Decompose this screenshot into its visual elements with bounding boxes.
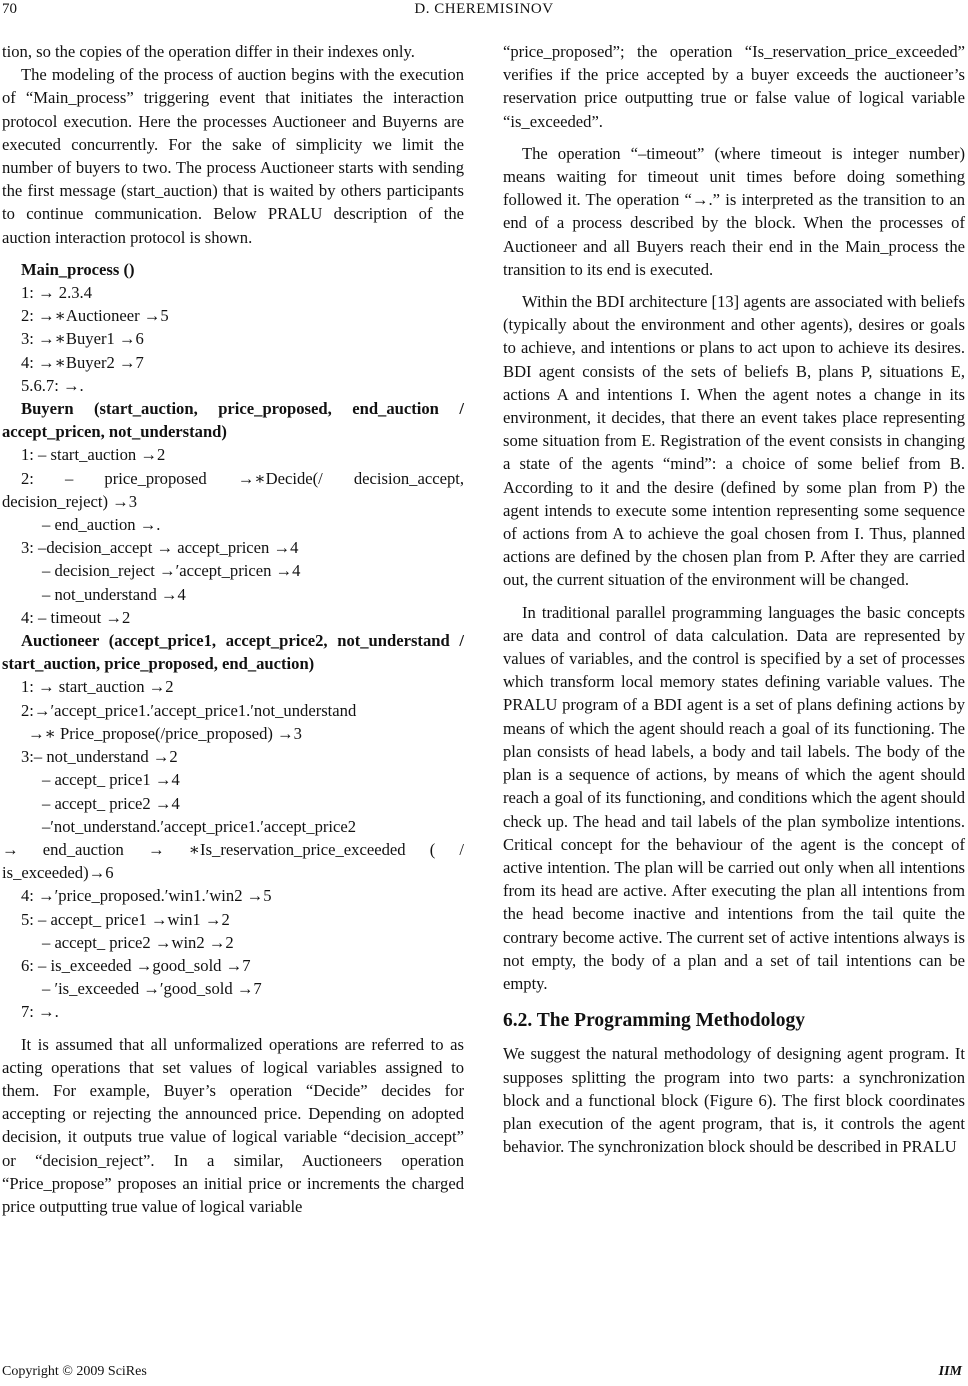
code-line: Auctioneer (accept_price1, accept_price2, not_understand / start_auction, price_proposed, end_auction) (2, 631, 464, 674)
paragraph: The operation “–timeout” (where timeout is integer number) means waiting for timeout unit times before doing something followed it. The operation “→.” is interpreted as the transition to an end of a process described by the block. When the processes of Auctioneer and all Buyers reach their end in the Main_process the transition to its end is executed. (503, 143, 965, 279)
code-line: →∗ Price_propose(/price_proposed) →3 (28, 723, 302, 743)
code-line: 1: → start_auction →2 (21, 677, 174, 697)
page-number: 70 (2, 1, 17, 17)
code-line: 1: → 2.3.4 (21, 283, 92, 303)
paragraph: tion, so the copies of the operation differ in their indexes only. (2, 42, 415, 61)
paragraph: The modeling of the process of auction begins with the execution of “Main_process” triggering event that initiates the interaction protocol execution. Here the processes Auctioneer and Buyerns are executed concurrently. For the sake of simplicity we limit the number of buyers to two. The process Auctioneer starts with sending the first message (start_auction) that is waited by others participants to continue communication. Below PRALU description of the auction interaction protocol is shown. (2, 65, 464, 247)
pralu-listing (2, 258, 464, 1024)
paragraph: Within the BDI architecture [13] agents are associated with beliefs (typically about the environment and other agents), desires or goals to achieve, and intentions or plans to act upon to achieve its desires. BDI agent consists of the sets of beliefs B, plans P, situations E, actions A and intentions I. When the agent notes a change in its environment, it decides, that there an event takes place representing some situation from E. Registration of the event consists in changing a state of the agents “mind”: a choice of some belief from B. According to it and the desire (defined by some plan from P) the agent intends to execute some intention representing some sequence of actions from A to achieve the goal chosen from I. Thus, planned actions are defined by the chosen plan from P. After they are carried out, the current situation of the environment will be changed. (503, 292, 965, 590)
paragraph: It is assumed that all unformalized operations are referred to as acting operations that set values of logical variables assigned to them. For example, Buyer’s operation “Decide” decides for accepting or rejecting the announced price. Depending on adopted decision, it outputs true value of logical variable “decision_accept” or “decision_reject”. In a similar, Auctioneers operation “Price_propose” proposes an initial price or increments the charged price outputting true value of logical variable (2, 1034, 464, 1216)
code-line: – decision_reject →′accept_pricen →4 (42, 561, 301, 581)
code-line: 5.6.7: →. (21, 375, 84, 395)
code-line: – accept_ price2 →4 (42, 793, 180, 813)
code-line: 4: – timeout →2 (21, 607, 131, 627)
code-line: 6: – is_exceeded →good_sold →7 (21, 955, 251, 975)
paragraph: In traditional parallel programming languages the basic concepts are data and control of data calculation. Data are represented by values of variables, and the control is specified by a set of processes which transform local memory states defining variable values. The PRALU program of a BDI agent is a set of plans defining actions by means of which the agent should reach a goal of its functioning. The plan consists of head labels, a body and tail labels. The body of the plan is a sequence of actions, by means of which the agent should reach a goal of its functioning, and conditions which the agent should check up. The head and tail labels of the plan symbolize intentions. Critical concept for the behaviour of the agent is the concept of active intention. The plan will be carried out only when all intentions from its head are active. After executing the plan all intentions from the head become inactive and intentions from the tail quite the contrary become active. The current set of active intentions always is not empty, the body of a plan and a set of tail intentions can be empty. (503, 602, 965, 993)
code-line: 2:→′accept_price1.′accept_price1.′not_understand (21, 700, 357, 720)
code-line: – accept_ price2 →win2 →2 (42, 932, 234, 952)
code-line: 3: –decision_accept → accept_pricen →4 (21, 538, 299, 558)
code-line: 3: →∗Buyer1 →6 (21, 329, 144, 349)
page-header (0, 0, 968, 22)
code-line: 5: – accept_ price1 →win1 →2 (21, 909, 230, 929)
section-heading: 6.2. The Programming Methodology (503, 1010, 806, 1032)
code-line: Buyern (start_auction, price_proposed, end_auction / accept_pricen, not_understand) (2, 399, 464, 442)
running-author: D. CHEREMISINOV (414, 1, 554, 17)
journal-abbrev: IIM (938, 1364, 962, 1379)
code-line: – accept_ price1 →4 (42, 770, 180, 790)
code-line: → end_auction → ∗Is_reservation_price_exceeded ( / is_exceeded)→6 (2, 839, 464, 883)
code-line: – end_auction →. (42, 515, 161, 535)
code-line: 3:– not_understand →2 (21, 747, 178, 767)
paragraph: We suggest the natural methodology of designing agent program. It supposes splitting the program into two parts: a synchronization block and a functional block (Figure 6). The first block coordinates plan execution of the agent program, that is, it controls the agent behavior. The synchronization block should be described in PRALU (503, 1044, 965, 1157)
code-line: –′not_understand.′accept_price1.′accept_price2 (42, 816, 357, 836)
code-line: 1: – start_auction →2 (21, 445, 166, 465)
code-line: 7: →. (21, 1002, 59, 1022)
paragraph: “price_proposed”; the operation “Is_reservation_price_exceeded” verifies if the price accepted by a buyer exceeds the auctioneer’s reservation price outputting true or false value of logical variable “is_exceeded”. (503, 42, 965, 131)
code-line: – ′is_exceeded →′good_sold →7 (42, 979, 262, 999)
code-line: Main_process () (21, 259, 135, 279)
code-line: 2: – price_proposed →∗Decide(/ decision_accept, decision_reject) →3 (2, 468, 464, 511)
code-line: 4: →′price_proposed.′win1.′win2 →5 (21, 886, 272, 906)
code-line: – not_understand →4 (42, 584, 186, 604)
code-line: 2: →∗Auctioneer →5 (21, 306, 169, 326)
code-line: 4: →∗Buyer2 →7 (21, 352, 144, 372)
copyright-notice: Copyright © 2009 SciRes (2, 1364, 147, 1379)
right-column (503, 40, 965, 1158)
left-column (2, 40, 464, 1218)
